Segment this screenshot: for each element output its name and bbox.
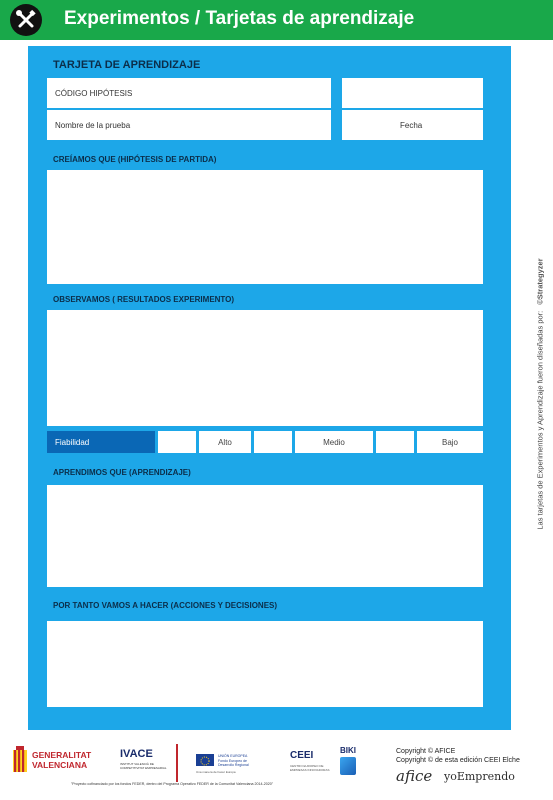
- page-title: Experimentos / Tarjetas de aprendizaje: [64, 8, 415, 29]
- eu-flag-icon: [196, 754, 214, 766]
- reliability-high-label: Alto: [199, 431, 251, 453]
- hypothesis-code-label: CÓDIGO HIPÓTESIS: [55, 89, 133, 98]
- learned-title: APRENDIMOS QUE (APRENDIZAJE): [53, 468, 191, 477]
- date-field[interactable]: [342, 110, 483, 140]
- believed-textarea[interactable]: [47, 170, 483, 284]
- funding-footnote: "Proyecto cofinanciado por los fondos FEDER, dentro del Programa Operativo FEDER de la Comunitat Valenciana 2014-2020": [70, 782, 274, 786]
- generalitat-line1: GENERALITAT: [32, 750, 92, 760]
- observed-textarea[interactable]: [47, 310, 483, 426]
- copyright-line1: Copyright © AFICE: [396, 748, 456, 755]
- tools-icon: [10, 4, 42, 36]
- yoemprendo-logo: yoEmprendo: [444, 770, 515, 783]
- reliability-low-label: Bajo: [417, 431, 483, 453]
- card-title: TARJETA DE APRENDIZAJE: [53, 59, 201, 71]
- actions-textarea[interactable]: [47, 621, 483, 707]
- footer: [0, 738, 553, 800]
- observed-title: OBSERVAMOS ( RESULTADOS EXPERIMENTO): [53, 295, 235, 304]
- strategyzer-logo: ©Strategyzer: [535, 258, 545, 305]
- side-credit-text: Las tarjetas de Experimentos y Aprendizaje fueron diseñadas por:: [535, 310, 545, 530]
- page-header: [0, 0, 553, 40]
- generalitat-logo: [12, 746, 110, 776]
- eu-subtitle: Una manera de hacer Europa: [196, 770, 236, 774]
- footer-divider: [176, 744, 178, 782]
- eu-text: UNIÓN EUROPEA Fondo Europeo de Desarrollo Regional: [218, 754, 249, 767]
- hypothesis-code-value-field[interactable]: [342, 78, 483, 108]
- hypothesis-code-field[interactable]: [47, 78, 331, 108]
- ivace-logo: IVACE: [120, 748, 153, 760]
- generalitat-line2: VALENCIANA: [32, 760, 88, 770]
- test-name-field[interactable]: [47, 110, 331, 140]
- date-label: Fecha: [400, 121, 423, 130]
- ceei-logo: CEEI: [290, 750, 314, 761]
- copyright: [396, 747, 520, 765]
- actions-title: POR TANTO VAMOS A HACER (ACCIONES Y DECISIONES): [53, 601, 278, 610]
- biki-cube-icon: [340, 757, 356, 775]
- reliability-medium-label: Medio: [295, 431, 373, 453]
- ivace-subtitle: INSTITUT VALENCIÀ DE COMPETITIVITAT EMPRESARIAL: [120, 762, 167, 770]
- reliability-medium-checkbox[interactable]: [254, 431, 292, 453]
- generalitat-crest-icon: [12, 746, 28, 776]
- learned-textarea[interactable]: [47, 485, 483, 587]
- biki-label: BIKI: [340, 746, 356, 755]
- afice-logo: afice: [396, 767, 433, 785]
- test-name-label: Nombre de la prueba: [55, 121, 131, 130]
- ceei-subtitle: CENTRO EUROPEO DE EMPRESAS INNOVADORAS: [290, 764, 330, 772]
- learning-card: [28, 46, 511, 730]
- biki-logo: [340, 746, 360, 775]
- reliability-high-checkbox[interactable]: [158, 431, 196, 453]
- believed-title: CREÍAMOS QUE (HIPÓTESIS DE PARTIDA): [53, 155, 217, 164]
- copyright-line2: Copyright © de esta edición CEEI Elche: [396, 757, 520, 764]
- reliability-low-checkbox[interactable]: [376, 431, 414, 453]
- reliability-label: Fiabilidad: [47, 431, 155, 453]
